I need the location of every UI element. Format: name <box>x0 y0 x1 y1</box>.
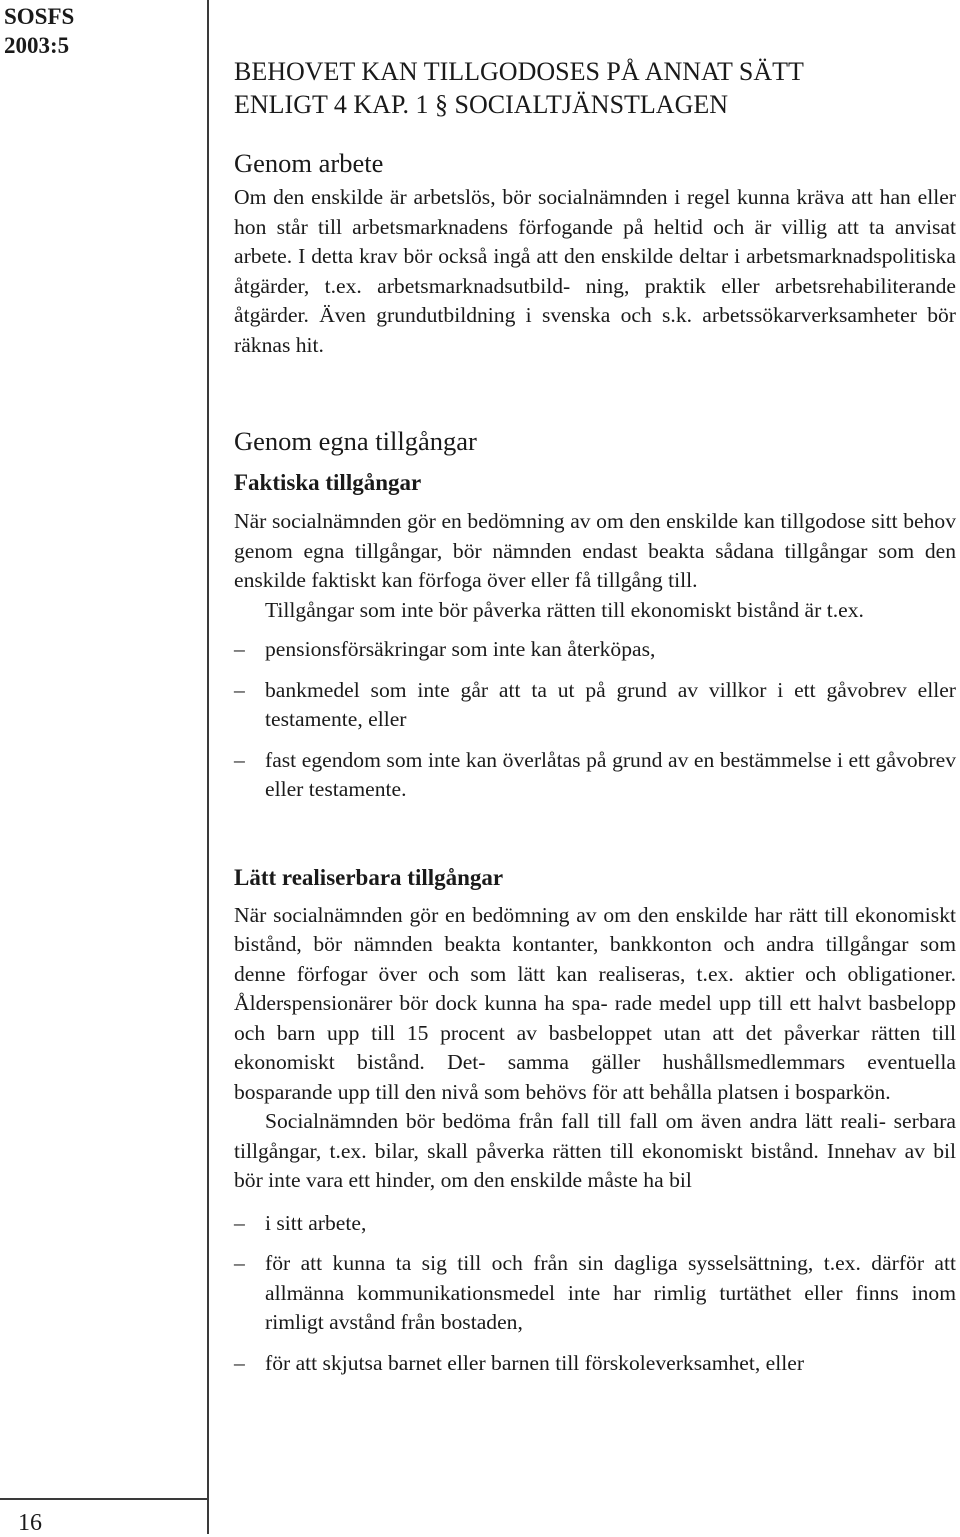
list-item-text: för att skjutsa barnet eller barnen till förskoleverksamhet, eller <box>265 1350 805 1375</box>
subheading-latt: Lätt realiserbara tillgångar <box>234 864 504 890</box>
page-content <box>234 55 956 1378</box>
margin-rule-vertical <box>207 0 209 1534</box>
main-heading-line2: ENLIGT 4 KAP. 1 § SOCIALTJÄNSTLAGEN <box>234 90 729 119</box>
list-item-text: pensionsförsäkringar som inte kan återköpas, <box>265 637 656 661</box>
document-series: SOSFS <box>4 4 75 29</box>
section-heading-tillgangar: Genom egna tillgångar <box>234 426 477 456</box>
list-item-text: för att kunna ta sig till och från sin dagliga sysselsättning, t.ex. därför att allmänna kommunikationsmedel inte har rimlig turtäthet eller finns inom rimligt avstånd från bostaden, <box>265 1251 956 1334</box>
page-number: 16 <box>18 1510 42 1536</box>
list-item <box>234 1209 956 1239</box>
document-number: 2003:5 <box>4 33 70 58</box>
paragraph-latt: När socialnämnden gör en bedömning av om den enskilde har rätt till ekonomiskt bistånd, bör nämnden beakta kontanter, bankkonton och andra tillgångar som denne förfogar över och som lätt kan realiseras, t.ex. aktier och obligationer. Ålderspensionärer bör dock kunna ha spa- rade medel upp till ett halvt basbelopp och barn upp till 15 procent av basbeloppet utan att det påverkar rätten till ekonomiskt bistånd. Det- samma gäller hushållsmedlemmars eventuella bosparande upp till den nivå som behövs för att behålla platsen i bosparkön. <box>234 902 956 1104</box>
paragraph-arbete: Om den enskilde är arbetslös, bör socialnämnden i regel kunna kräva att han eller hon står till arbetsmarknadens förfogande på heltid och är villig att ta anvisat arbete. I detta krav bör också ingå att den enskilde deltar i arbetsmarknadspolitiska åtgärder, t.ex. arbetsmarknadsutbild- ning, praktik eller arbetsrehabiliterande åtgärder. Även grundutbildning i svenska och s.k. arbetssökarverksamheter bör räknas hit. <box>234 185 956 357</box>
list-faktiska <box>234 635 956 805</box>
list-dash: – <box>234 1251 245 1275</box>
main-heading <box>234 55 956 121</box>
list-item <box>234 746 956 805</box>
list-latt <box>234 1209 956 1379</box>
list-item-text: bankmedel som inte går att ta ut på grund av villkor i ett gåvobrev eller testamente, eller <box>265 677 956 731</box>
section-heading-arbete: Genom arbete <box>234 148 384 178</box>
margin-rule-bottom <box>0 1498 208 1500</box>
paragraph-faktiska-2: Tillgångar som inte bör påverka rätten till ekonomiskt bistånd är t.ex. <box>265 597 864 622</box>
list-dash: – <box>234 747 245 772</box>
list-item <box>234 635 956 665</box>
list-dash: – <box>234 677 245 702</box>
document-id <box>4 2 74 60</box>
list-dash: – <box>234 1350 245 1375</box>
paragraph-latt-2: Socialnämnden bör bedöma från fall till fall om även andra lätt reali- serbara tillgångar, t.ex. bilar, skall påverka rätten till ekonomiskt bistånd. Innehav av bil bör inte vara ett hinder, om den enskilde måste ha bil <box>234 1109 956 1192</box>
list-item-text: fast egendom som inte kan överlåtas på grund av en bestämmelse i ett gåvobrev eller testamente. <box>265 747 956 801</box>
paragraph-faktiska: När socialnämnden gör en bedömning av om den enskilde kan tillgodose sitt behov genom egna tillgångar, bör nämnden endast beakta sådana tillgångar som den enskilde faktiskt kan förfoga över eller få tillgång till. <box>234 509 956 592</box>
list-dash: – <box>234 637 245 661</box>
main-heading-line1: BEHOVET KAN TILLGODOSES PÅ ANNAT SÄTT <box>234 57 804 86</box>
list-item <box>234 1349 956 1379</box>
list-item-text: i sitt arbete, <box>265 1210 367 1235</box>
list-item <box>234 676 956 735</box>
list-dash: – <box>234 1210 245 1235</box>
list-item <box>234 1249 956 1338</box>
subheading-faktiska: Faktiska tillgångar <box>234 470 422 495</box>
